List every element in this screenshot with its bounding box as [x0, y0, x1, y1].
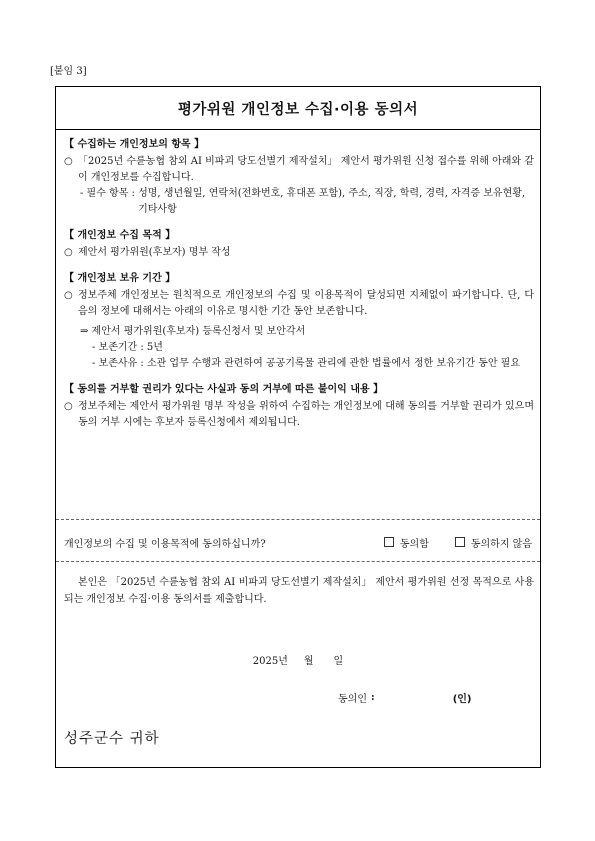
date-year: 2025년: [252, 656, 288, 667]
signer-label: 동의인: [338, 694, 367, 705]
date-line: [56, 652, 540, 667]
required-items-list: 성명, 생년월일, 연락처(전화번호, 휴대폰 포함), 주소, 직장, 학력, 경력, 자격증 보유현황, 기타사항: [138, 188, 526, 215]
circle-bullet-icon: ○: [64, 290, 73, 301]
consent-form: [55, 86, 541, 768]
form-body: [64, 137, 534, 441]
signature-line: [338, 690, 472, 705]
section-heading: 【 개인정보 보유 기간 】: [64, 273, 176, 284]
agree-option[interactable]: [384, 535, 429, 550]
section-right-to-refuse: [64, 382, 534, 431]
form-title: 평가위원 개인정보 수집·이용 동의서: [177, 101, 419, 118]
section-text: 정보주체는 제안서 평가위원 명부 작성을 위하여 수집하는 개인정보에 대해 동의를 거부할 권리가 있으며 동의 거부 시에는 후보자 등록신청에서 제외됩니다.: [78, 401, 534, 428]
section-retention: [64, 271, 534, 372]
section-heading: 【 개인정보 수집 목적 】: [64, 230, 176, 241]
section-heading: 【 수집하는 개인정보의 항목 】: [64, 139, 205, 150]
seal-mark: (인): [452, 694, 472, 705]
retained-documents: ⇒ 제안서 평가위원(후보자) 등록신청서 및 보안각서: [80, 326, 306, 337]
date-day: 일: [333, 656, 344, 667]
declaration-statement: 본인은 「2025년 수륜농협 참외 AI 비파괴 당도선별기 제작설치」 제안서 평가위원 선정 목적으로 사용되는 개인정보 수집·이용 동의서를 제출합니다.: [64, 577, 534, 605]
circle-bullet-icon: ○: [64, 156, 73, 167]
section-text: 「2025년 수륜농협 참외 AI 비파괴 당도선별기 제작설치」 제안서 평가위원 신청 접수를 위해 아래와 같이 개인정보를 수집합니다.: [78, 156, 534, 183]
circle-bullet-icon: ○: [64, 247, 73, 258]
title-band: [56, 87, 540, 130]
addressee: 성주군수 귀하: [64, 731, 160, 747]
attachment-label: [붙임 3]: [50, 66, 87, 77]
consent-question: 개인정보의 수집 및 이용목적에 동의하십니까?: [64, 538, 266, 550]
section-collected-items: [64, 137, 534, 218]
signer-colon: :: [370, 692, 375, 703]
consent-question-row: [64, 533, 534, 551]
date-month: 월: [303, 656, 314, 667]
section-heading: 【 동의를 거부할 권리가 있다는 사실과 동의 거부에 따른 불이익 내용 】: [64, 384, 384, 395]
retention-period: - 보존기간 : 5년: [92, 342, 163, 353]
disagree-option[interactable]: [455, 535, 532, 550]
section-purpose: [64, 228, 534, 261]
dashed-divider: [56, 519, 540, 520]
agree-label: 동의함: [399, 538, 429, 550]
agree-checkbox[interactable]: [384, 537, 394, 547]
retention-reason: 소관 업무 수행과 관련하여 공공기록물 관리에 관한 법률에서 정한 보유기간 동안 필요: [146, 358, 521, 369]
section-text: 정보주체 개인정보는 원칙적으로 개인정보의 수집 및 이용목적이 달성되면 지체없이 파기합니다. 단, 다음의 정보에 대해서는 아래의 이유로 명시한 기간 동안 보존합니다.: [78, 290, 534, 317]
section-text: 제안서 평가위원(후보자) 명부 작성: [78, 247, 231, 258]
disagree-checkbox[interactable]: [455, 537, 465, 547]
retention-reason-label: - 보존사유 :: [92, 358, 147, 369]
circle-bullet-icon: ○: [64, 401, 73, 412]
disagree-label: 동의하지 않음: [470, 538, 532, 550]
dashed-divider: [56, 561, 540, 562]
required-items-label: - 필수 항목 :: [80, 188, 139, 199]
